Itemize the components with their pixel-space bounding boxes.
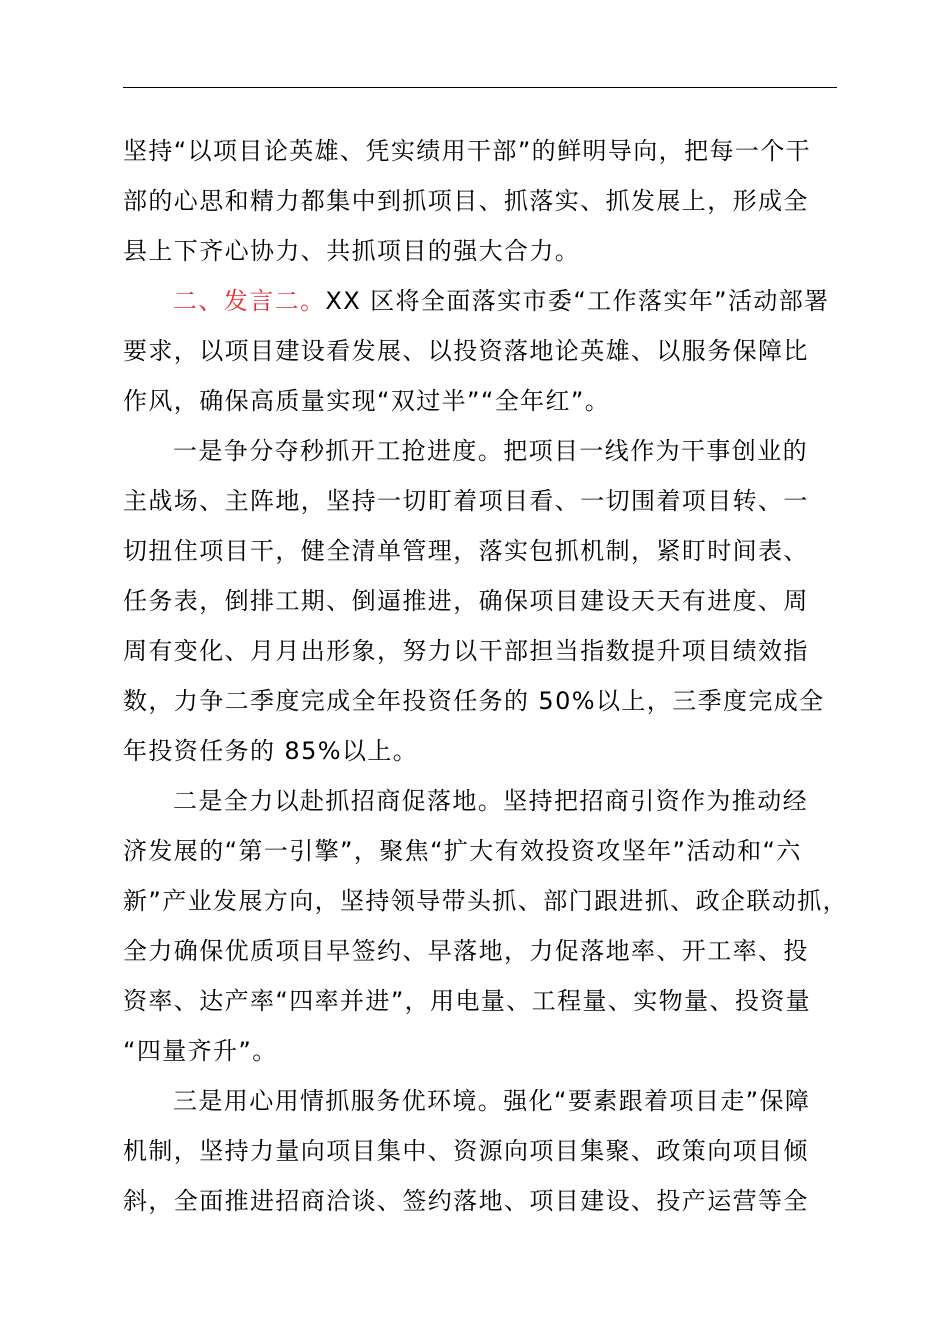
text-line: 年投资任务的 85%以上。 [123,737,419,765]
text-line: 一是争分夺秒抓开工抢进度。把项目一线作为干事创业的 [173,437,808,465]
paragraph-2 [123,276,863,426]
text-line: 斜，全面推进招商洽谈、签约落地、项目建设、投产运营等全 [123,1187,809,1215]
text-line: 新”产业发展方向，坚持领导带头抓、部门跟进抓、政企联动抓， [123,887,849,915]
paragraph-1 [123,126,863,276]
text-line: 部的心思和精力都集中到抓项目、抓落实、抓发展上，形成全 [123,187,809,215]
text-line [123,276,863,326]
text-line: 坚持“以项目论英雄、凭实绩用干部”的鲜明导向，把每一个干 [123,137,812,165]
section-heading: 二、发言二。 [173,287,326,315]
text-line-content: XX 区将全面落实市委“工作落实年”活动部署 [325,287,830,315]
text-line: 机制，坚持力量向项目集中、资源向项目集聚、政策向项目倾 [123,1137,809,1165]
text-line: 主战场、主阵地，坚持一切盯着项目看、一切围着项目转、一 [123,487,809,515]
text-line: 二是全力以赴抓招商促落地。坚持把招商引资作为推动经 [173,787,808,815]
text-line: 济发展的“第一引擎”，聚焦“扩大有效投资攻坚年”活动和“六 [123,837,802,865]
text-line: 任务表，倒排工期、倒逼推进，确保项目建设天天有进度、周 [123,587,809,615]
paragraph-3 [123,426,863,776]
paragraph-5 [123,1076,863,1226]
text-line: “四量齐升”。 [123,1037,278,1065]
body-text [123,126,863,1226]
text-line: 作风，确保高质量实现“双过半”“全年红”。 [123,387,611,415]
text-line: 三是用心用情抓服务优环境。强化“要素跟着项目走”保障 [173,1087,811,1115]
header-rule [123,87,837,88]
text-line: 数，力争二季度完成全年投资任务的 50%以上，三季度完成全 [123,687,825,715]
paragraph-4 [123,776,863,1076]
text-line: 全力确保优质项目早签约、早落地，力促落地率、开工率、投 [123,937,809,965]
text-line: 切扭住项目干，健全清单管理，落实包抓机制，紧盯时间表、 [123,537,809,565]
text-line: 周有变化、月月出形象，努力以干部担当指数提升项目绩效指 [123,637,809,665]
text-line: 资率、达产率“四率并进”，用电量、工程量、实物量、投资量 [123,987,812,1015]
text-line: 要求，以项目建设看发展、以投资落地论英雄、以服务保障比 [123,337,809,365]
text-line: 县上下齐心协力、共抓项目的强大合力。 [123,237,581,265]
